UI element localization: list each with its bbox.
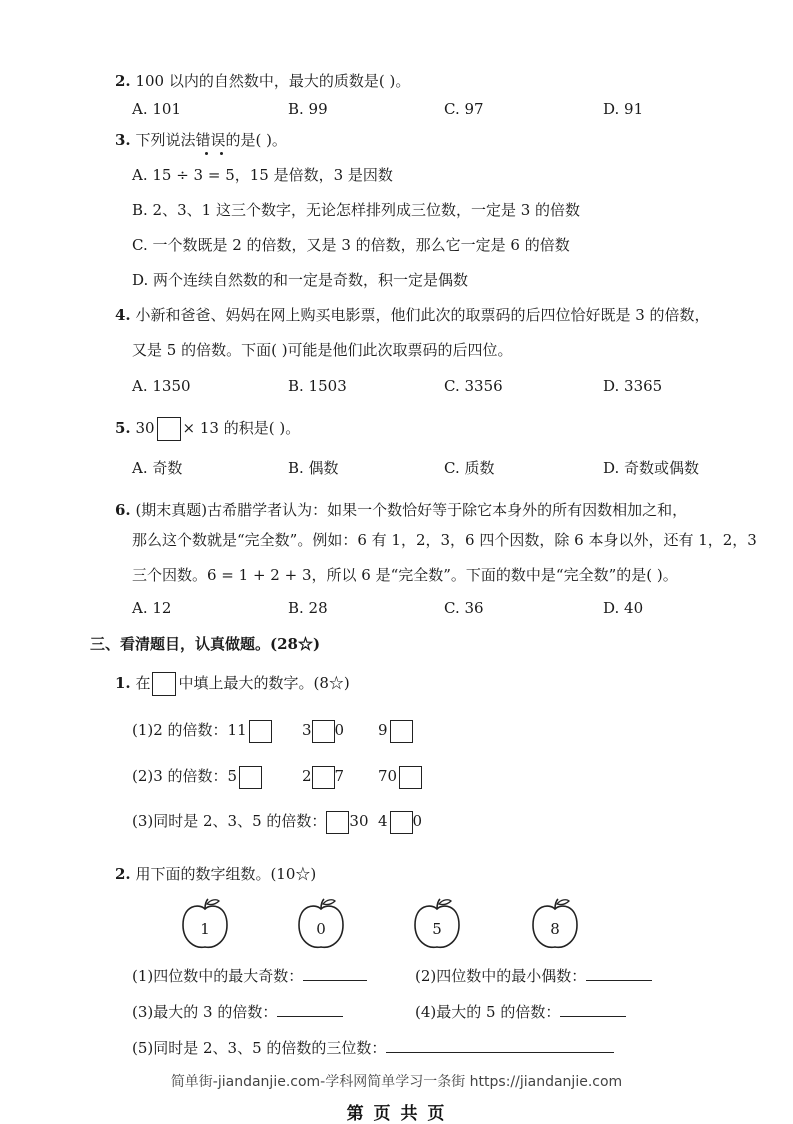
q3-option-d: D. 两个连续自然数的和一定是奇数，积一定是偶数 bbox=[132, 271, 469, 289]
part1-label: (1)四位数中的最大奇数： bbox=[132, 967, 304, 985]
row3-item2-post: 0 bbox=[412, 812, 423, 830]
emphasis-dot bbox=[220, 152, 223, 155]
q5-answer-box[interactable] bbox=[157, 417, 181, 441]
s3q1-number: 1. bbox=[115, 674, 131, 692]
q5-number: 5. bbox=[115, 419, 131, 437]
q4-option-c: C. 3356 bbox=[444, 377, 503, 395]
part5-answer-blank[interactable] bbox=[386, 1038, 614, 1053]
q3-stem bbox=[115, 130, 287, 150]
q6-option-d: D. 40 bbox=[603, 599, 644, 617]
example-box bbox=[152, 672, 176, 696]
apple-card-2 bbox=[295, 897, 347, 953]
q2-stem bbox=[115, 71, 410, 91]
q3-option-a: A. 15 ÷ 3 = 5，15 是倍数，3 是因数 bbox=[132, 166, 393, 184]
row1-box-2[interactable] bbox=[312, 720, 335, 743]
s3q1-row1 bbox=[132, 718, 274, 743]
q5-stem bbox=[115, 416, 300, 441]
row1-box-3[interactable] bbox=[390, 720, 413, 743]
q6-text-line3: 三个因数。6 = 1 + 2 + 3，所以 6 是“完全数”。下面的数中是“完全数”的是( )。 bbox=[132, 566, 678, 584]
q4-option-b: B. 1503 bbox=[288, 377, 347, 395]
row2-box-3[interactable] bbox=[399, 766, 422, 789]
row1-box-1[interactable] bbox=[249, 720, 272, 743]
row1-item2-pre: 3 bbox=[302, 721, 312, 739]
apple-digit: 8 bbox=[550, 920, 560, 938]
q3-text: 下列说法错误的是( )。 bbox=[135, 131, 287, 149]
s3q2-stem bbox=[115, 864, 316, 884]
s3q1-row2-item3 bbox=[378, 764, 424, 789]
q6-text-line1: (期末真题)古希腊学者认为：如果一个数恰好等于除它本身外的所有因数相加之和， bbox=[135, 501, 688, 519]
s3q1-row3 bbox=[132, 809, 369, 834]
q4-option-d: D. 3365 bbox=[603, 377, 663, 395]
q4-option-a: A. 1350 bbox=[132, 377, 191, 395]
q5-pre: 30 bbox=[135, 419, 155, 437]
q6-option-b: B. 28 bbox=[288, 599, 328, 617]
s3q2-part3 bbox=[132, 1002, 343, 1022]
part2-label: (2)四位数中的最小偶数： bbox=[415, 967, 587, 985]
apple-digit: 1 bbox=[200, 920, 210, 938]
row3-item2-pre: 4 bbox=[378, 812, 388, 830]
s3q2-part4 bbox=[415, 1002, 626, 1022]
q6-stem-line1 bbox=[115, 500, 687, 520]
s3q1-stem bbox=[115, 671, 350, 696]
q5-option-a: A. 奇数 bbox=[132, 459, 183, 477]
q6-option-a: A. 12 bbox=[132, 599, 172, 617]
part2-answer-blank[interactable] bbox=[586, 966, 652, 981]
part3-label: (3)最大的 3 的倍数： bbox=[132, 1003, 278, 1021]
q2-text: 100 以内的自然数中，最大的质数是( )。 bbox=[135, 72, 411, 90]
q6-text-line2: 那么这个数就是“完全数”。例如：6 有 1，2，3，6 四个因数，除 6 本身以外，还有 1，2，3 bbox=[132, 531, 757, 549]
watermark-text: 简单街-jiandanjie.com-学科网简单学习一条街 https://jiandanjie.com bbox=[170, 1074, 623, 1090]
s3q2-part5 bbox=[132, 1038, 614, 1058]
s3q2-text: 用下面的数字组数。(10☆) bbox=[135, 865, 317, 883]
part5-label: (5)同时是 2、3、5 的倍数的三位数： bbox=[132, 1039, 387, 1057]
row2-item2-pre: 2 bbox=[302, 767, 312, 785]
s3q1-row1-item2 bbox=[302, 718, 344, 743]
q3-option-b: B. 2、3、1 这三个数字，无论怎样排列成三位数，一定是 3 的倍数 bbox=[132, 201, 581, 219]
s3q1-row3-item2 bbox=[378, 809, 422, 834]
row1-item3-pre: 9 bbox=[378, 721, 388, 739]
q3-number: 3. bbox=[115, 131, 131, 149]
part4-label: (4)最大的 5 的倍数： bbox=[415, 1003, 561, 1021]
apple-card-1 bbox=[179, 897, 231, 953]
row3-box-1[interactable] bbox=[326, 811, 349, 834]
page-number-footer: 第 页 共 页 bbox=[346, 1104, 447, 1124]
row3-item1-post: 30 bbox=[349, 812, 369, 830]
s3q1-row2-item2 bbox=[302, 764, 344, 789]
q3-option-c: C. 一个数既是 2 的倍数，又是 3 的倍数，那么它一定是 6 的倍数 bbox=[132, 236, 570, 254]
q2-option-b: B. 99 bbox=[288, 100, 328, 118]
q2-option-d: D. 91 bbox=[603, 100, 644, 118]
s3q1-pre: 在 bbox=[135, 674, 151, 692]
s3q2-number: 2. bbox=[115, 865, 131, 883]
q4-text-line2: 又是 5 的倍数。下面( )可能是他们此次取票码的后四位。 bbox=[132, 341, 513, 359]
row3-label: (3)同时是 2、3、5 的倍数： bbox=[132, 812, 327, 830]
part1-answer-blank[interactable] bbox=[303, 966, 367, 981]
q4-text-line1: 小新和爸爸、妈妈在网上购买电影票，他们此次的取票码的后四位恰好既是 3 的倍数， bbox=[135, 306, 710, 324]
q6-option-c: C. 36 bbox=[444, 599, 484, 617]
q5-post: × 13 的积是( )。 bbox=[182, 419, 301, 437]
q4-stem-line1 bbox=[115, 305, 710, 325]
q5-option-c: C. 质数 bbox=[444, 459, 495, 477]
q5-option-b: B. 偶数 bbox=[288, 459, 339, 477]
q2-option-c: C. 97 bbox=[444, 100, 484, 118]
section3-title: 三、看清题目，认真做题。(28☆) bbox=[90, 635, 321, 653]
apple-digit: 5 bbox=[432, 920, 442, 938]
s3q1-post: 中填上最大的数字。(8☆) bbox=[178, 674, 350, 692]
s3q1-row1-item3 bbox=[378, 718, 415, 743]
row2-box-1[interactable] bbox=[239, 766, 262, 789]
row2-item3-pre: 70 bbox=[378, 767, 398, 785]
apple-card-3 bbox=[411, 897, 463, 953]
s3q2-part2 bbox=[415, 966, 652, 986]
emphasis-dot bbox=[205, 152, 208, 155]
row2-item2-post: 7 bbox=[334, 767, 345, 785]
s3q2-part1 bbox=[132, 966, 367, 986]
part3-answer-blank[interactable] bbox=[277, 1002, 343, 1017]
row2-label: (2)3 的倍数：5 bbox=[132, 767, 238, 785]
q2-option-a: A. 101 bbox=[132, 100, 181, 118]
apple-card-4 bbox=[529, 897, 581, 953]
apple-digit: 0 bbox=[316, 920, 326, 938]
q6-number: 6. bbox=[115, 501, 131, 519]
row3-box-2[interactable] bbox=[390, 811, 413, 834]
part4-answer-blank[interactable] bbox=[560, 1002, 626, 1017]
s3q1-row2 bbox=[132, 764, 264, 789]
q4-number: 4. bbox=[115, 306, 131, 324]
row2-box-2[interactable] bbox=[312, 766, 335, 789]
q2-number: 2. bbox=[115, 72, 131, 90]
q5-option-d: D. 奇数或偶数 bbox=[603, 459, 700, 477]
row1-label: (1)2 的倍数：11 bbox=[132, 721, 247, 739]
row1-item2-post: 0 bbox=[334, 721, 345, 739]
